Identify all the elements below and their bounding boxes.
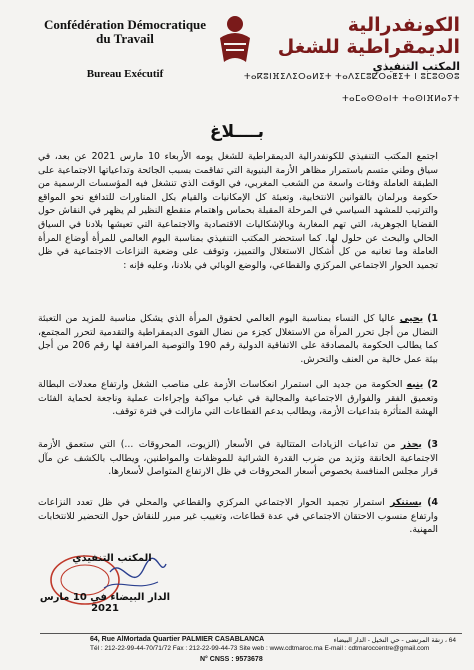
- header-french: [40, 18, 210, 80]
- list-item-3: [38, 438, 438, 479]
- list-item-1: [38, 312, 438, 366]
- bureau-fr: Bureau Exécutif: [86, 68, 164, 80]
- item-number: 2): [427, 379, 438, 390]
- item-number: 3): [427, 439, 438, 450]
- header-arabic: [260, 14, 460, 73]
- org-name-tifinagh: ⵜⴰⴽⵓⵏⴼⵉⴷⵉⵔⴰⵍⵉⵜ ⵜⴰⴷⵉⵎⵓⵇⵔⴰⵟⵉⵜ ⵏ ⵓⵎⵓⵙⵙⵓ: [243, 72, 460, 82]
- item-text: استمرار تجميد الحوار الاجتماعي المركزي والقطاعي والمحلي في ظل تعدد النزاعات وارتفاع منسوب الاحتقان الاجتماعي في عدة قطاعات، وتغييب غير مبرر للنقاش حول التحضير للانتخابات المهنية.: [38, 497, 438, 536]
- item-text: من تداعيات الزيادات المتتالية في الأسعار (الزيوت، المحروقات ...) التي ستعمق الأزمة الاجتماعية الخانقة وتزيد من ضرب القدرة الشرائية للموظفات والمواطنين، ويطالب بالكشف عن مآل قرار مجلس المنافسة بخصوص أسعار المحروقات في ظل الارتفاع المتواصل لأسعارها.: [38, 439, 438, 478]
- org-name-ar: الكونفدرالية الديمقراطية للشغل: [277, 14, 460, 58]
- document-title: بــــلاغ: [209, 122, 265, 142]
- footer-cnss: N° CNSS : 9573678: [200, 656, 263, 663]
- item-number: 1): [427, 313, 438, 324]
- org-name-fr: Confédération Démocratique du Travail: [43, 17, 207, 46]
- item-keyword: ينبه: [406, 379, 424, 390]
- list-item-4: [38, 496, 438, 537]
- list-item-2: [38, 378, 438, 419]
- bureau-tifinagh: ⵜⴰⵎⴰⵙⵙⴰⵏⵜ ⵜⴰⵙⵏⴼⵍⴰⵢⵜ: [342, 94, 460, 104]
- intro-paragraph: اجتمع المكتب التنفيذي للكونفدرالية الديمقراطية للشغل يومه الأربعاء 10 مارس 2021 عن بعد، في سياق وطني متسم باستمرار مظاهر الأزمة البنيوية التي تفاقمت بسبب الجائحة وتداعياتها الاجتماعية على الطبقة العاملة وفئات واسعة من الشعب المغربي، في الوقت الذي تنشغل فيه المؤسسات الرسمية من حكومة وبرلمان بالقوانين الانتخابية، وتعبئة كل الإمكانيات والقيام بكل المناورات للتدافع نحو المواقع والترتيب للمشهد السياسي في المرحلة المقبلة بحماس واهتمام منقطع النظير لم يظهر في النقاش حول القضايا الجوهرية، التي تهم المغاربة وبالإشكاليات الاقتصادية والاجتماعية التي تعيشها بلادنا في السياق الحالي والبحث عن حلول لها. كما استحضر المكتب التنفيذي بمناسبة اليوم العالمي للمرأة أوضاع المرأة العاملة وما تعانيه من كل أشكال الاستغلال والتمييز، وتوقف على وضعية النزاعات الاجتماعية في ظل تجميد الحوار الاجتماعي المركزي والقطاعي، والوضع الوبائي في بلادنا، وعليه فإنه :: [38, 151, 438, 271]
- footer-address-fr: 64, Rue AlMortada Quartier PALMIER CASABLANCA: [90, 636, 265, 643]
- item-text: عاليا كل النساء بمناسبة اليوم العالمي لحقوق المرأة الذي يشكل مناسبة للمزيد من التعبئة النضال من أجل تحرر المرأة من الاستغلال كجزء من نضال القوى الديمقراطية والتقدمية لتحرر المجتمع، كما يطالب الحكومة بالمصادقة على الاتفاقية الدولية رقم 190 والتوصية المرافقة لها رقم 206 من أجل بيئة عمل خالية من العنف والتحرش.: [38, 313, 438, 365]
- item-number: 4): [427, 497, 438, 508]
- place-date: الدار البيضاء في 10 مارس 2021: [39, 592, 171, 614]
- cdt-logo: [210, 10, 260, 68]
- item-text: الحكومة من جديد الى استمرار انعكاسات الأزمة على مناصب الشغل وارتفاع معدلات البطالة وتعميق الفقر والفوارق الاجتماعية والمجالية في غياب مواكبة وإجراءات عملية وناجعة لحماية الفئات الهشة المتأثرة بتداعيات الأزمة، ويطالب بدعم القطاعات التي مازالت في فترة توقف.: [38, 379, 438, 418]
- item-keyword: يحيي: [399, 313, 424, 324]
- footer-divider: [40, 633, 462, 634]
- footer-address-ar: 64 ، زنقة المرتضى - حي النخيل - الدار البيضاء: [333, 637, 456, 644]
- footer-contact: Tél : 212-22-99-44-70/71/72 Fax : 212-22-99-44-73 Site web : www.cdtmaroc.ma E-mail : cdtmaroccentre@gmail.com: [90, 645, 430, 652]
- signatory: المكتب التنفيذي: [72, 553, 152, 564]
- bureau-ar: المكتب التنفيذي: [372, 60, 460, 73]
- item-keyword: يحذر: [400, 439, 422, 450]
- item-keyword: يستنكر: [390, 497, 422, 508]
